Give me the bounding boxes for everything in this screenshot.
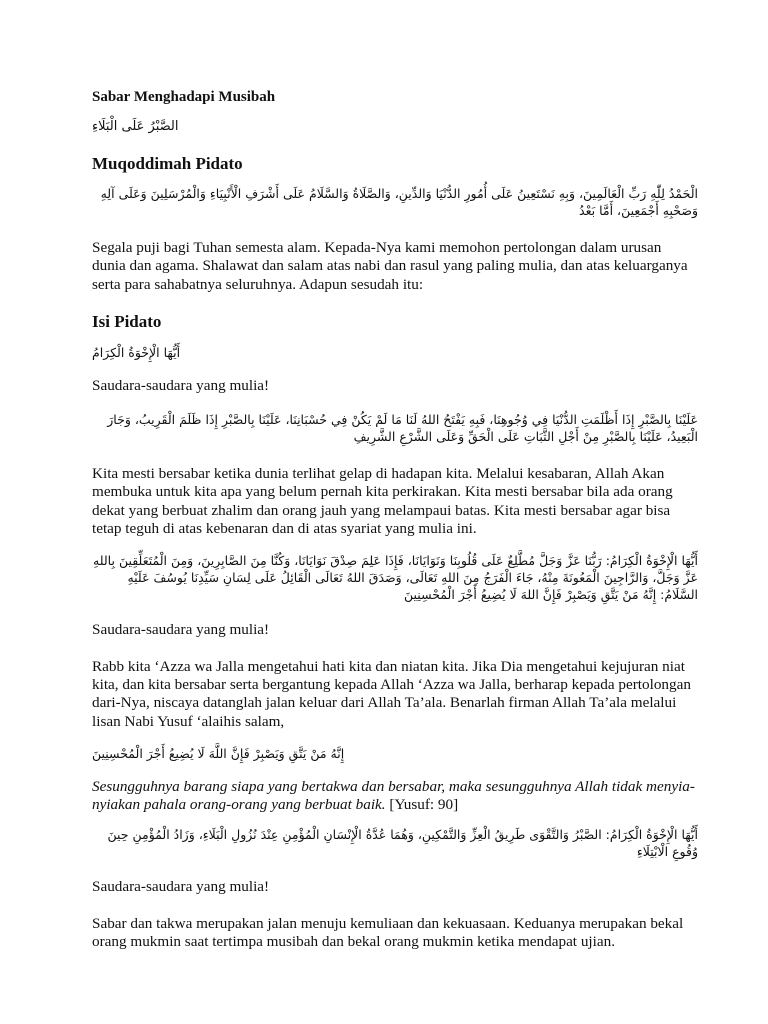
greeting-text-2: Saudara-saudara yang mulia! [92,621,270,639]
arabic-greeting: أَيُّهَا الْإِخْوَةُ الْكِرَامُ [92,344,181,360]
arabic-passage-1: عَلَيْنَا بِالصَّبْرِ إِذَا أَظْلَمَتِ الدُّنْيَا فِي وُجُوهِنَا، فَبِهِ يَفْتَحُ اللهُ لَنَا مَا لَمْ يَكُنْ فِي حُسْبَانِنَا، عَلَيْنَا بِالصَّبْرِ إِذَا ظَلَمَ الْقَرِيبُ، وَجَارَ الْبَعِيدُ، عَلَيْنَا بِالصَّبْرِ مِنْ أَجْلِ الثَّبَاتِ عَلَى الْحَقِّ وَعَلَى الشَّرْعِ الشَّرِيفِ [107,412,698,445]
arabic-subtitle: الصَّبْرُ عَلَى الْبَلَاءِ [92,119,179,134]
paragraph-1: Kita mesti bersabar ketika dunia terlihat gelap di hadapan kita. Melalui kesabaran, Allah Akan membuka untuk kita apa yang belum pernah kita perkirakan. Kita mesti bersabar bila ada orang dekat yang berbuat zhalim dan orang jauh yang melampaui batas. Kita mesti bersabar agar bisa tetap teguh di atas kebenaran dan di atas syariat yang mulia ini. [92,465,673,538]
verse-reference: [Yusuf: 90] [385,796,459,814]
section-heading-isi: Isi Pidato [92,311,162,331]
arabic-opening: الْحَمْدُ لِلّٰهِ رَبِّ الْعَالَمِينَ، وَبِهِ نَسْتَعِينُ عَلَى أُمُورِ الدُّنْيَا وَالدِّينِ، وَالصَّلَاةُ وَالسَّلَامُ عَلَى أَشْرَفِ الْأَنْبِيَاءِ وَالْمُرْسَلِينَ وَعَلَى آلِهِ وَصَحْبِهِ أَجْمَعِينَ، أَمَّا بَعْدُ [100,186,698,218]
document-title: Sabar Menghadapi Musibah [92,89,276,105]
arabic-verse: إِنَّهُ مَنْ يَتَّقِ وَيَصْبِرْ فَإِنَّ اللَّهَ لَا يُضِيعُ أَجْرَ الْمُحْسِنِينَ [92,745,345,761]
paragraph-3: Sabar dan takwa merupakan jalan menuju kemuliaan dan kekuasaan. Keduanya merupakan bekal orang mukmin saat tertimpa musibah dan bekal orang mukmin ketika mendapat ujian. [92,914,684,951]
greeting-text: Saudara-saudara yang mulia! [92,376,270,394]
arabic-passage-2: أَيُّهَا الْإِخْوَةُ الْكِرَامُ: رَبُّنَا عَزَّ وَجَلَّ مُطَّلِعٌ عَلَى قُلُوبِنَا وَنَوَايَانَا، فَإِذَا عَلِمَ صِدْقَ نَوَايَانَا، وَكُنَّا مِنَ الصَّابِرِينَ، وَمِنَ الْمُتَعَلِّقِينَ بِاللهِ عَزَّ وَجَلَّ، وَالرَّاجِينَ الْمَعُونَةَ مِنْهُ، جَاءَ الْفَرَجُ مِنَ اللهِ تَعَالَى، وَصَدَقَ اللهُ تَعَالَى الْقَائِلُ عَلَى لِسَانِ سَيِّدِنَا يُوسُفَ عَلَيْهِ السَّلَامُ: إِنَّهُ مَنْ يَتَّقِ وَيَصْبِرْ فَإِنَّ اللهَ لَا يُضِيعُ أَجْرَ الْمُحْسِنِينَ [93,553,698,603]
arabic-passage-3: أَيُّهَا الْإِخْوَةُ الْكِرَامُ: الصَّبْرُ وَالتَّقْوَى طَرِيقُ الْعِزِّ وَالتَّمْكِينِ، وَهُمَا عُدَّةُ الْإِنْسَانِ الْمُؤْمِنِ عِنْدَ نُزُولِ الْبَلَاءِ، وَزَادُ الْمُؤْمِنِ حِينَ وُقُوعِ الْابْتِلَاءِ [107,827,698,860]
section-heading-muqoddimah: Muqoddimah Pidato [92,154,243,173]
greeting-text-3: Saudara-saudara yang mulia! [92,878,270,896]
document-page [92,88,698,951]
verse-translation: Sesungguhnya barang siapa yang bertakwa dan bersabar, maka sesungguhnya Allah tidak menyia-nyiakan pahala orang-orang yang berbuat baik. [92,777,695,814]
verse-translation-paragraph [92,778,698,815]
opening-translation: Segala puji bagi Tuhan semesta alam. Kepada-Nya kami memohon pertolongan dalam urusan dunia dan agama. Shalawat dan salam atas nabi dan rasul yang paling mulia, dan atas keluarganya serta para sahabatnya seluruhnya. Adapun sesudah itu: [92,239,688,293]
paragraph-2: Rabb kita ‘Azza wa Jalla mengetahui hati kita dan niatan kita. Jika Dia mengetahui kejujuran niat kita, dan kita bersabar serta bergantung kepada Allah ‘Azza wa Jalla, berharap kepada pertolongan dari-Nya, niscaya datanglah jalan keluar dari Allah Ta’ala. Benarlah firman Allah Ta’ala melalui lisan Nabi Yusuf ‘alaihis salam, [92,657,691,730]
